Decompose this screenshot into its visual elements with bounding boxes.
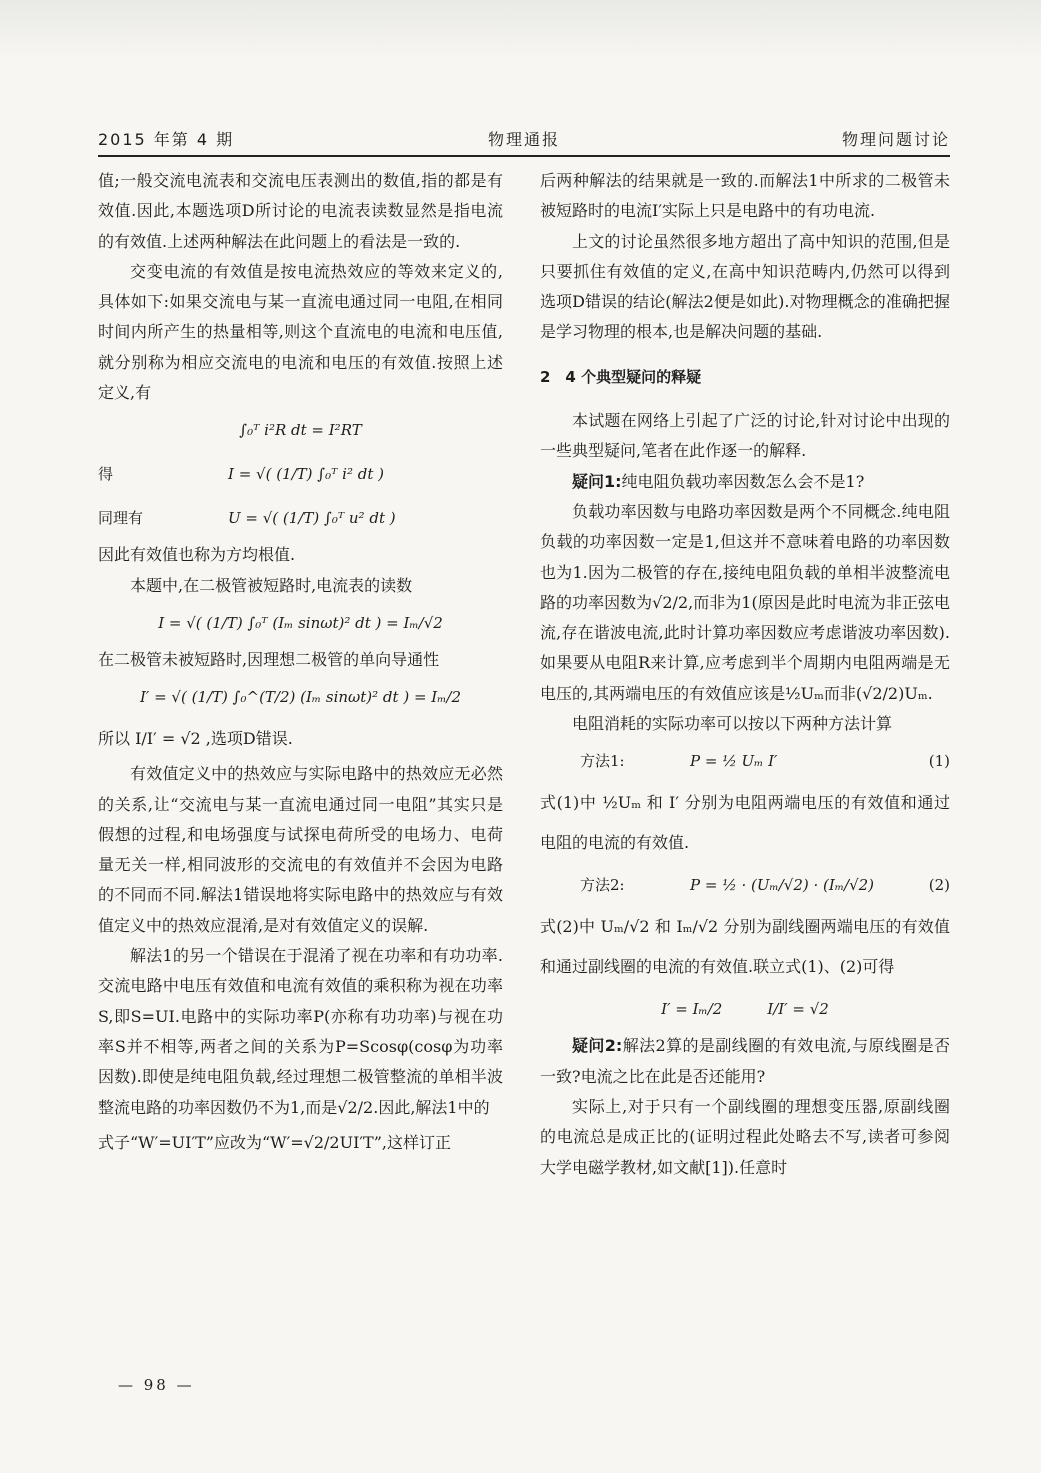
equation	[98, 408, 503, 452]
inline-fraction: √2/2	[303, 1132, 340, 1152]
inline-fraction: √2/2	[652, 592, 689, 612]
equation-body: P = ½ · (Uₘ/√2) · (Iₘ/√2)	[690, 876, 875, 895]
equation-label: 得	[98, 465, 114, 484]
equation-body: I′ = √( (1/T) ∫₀^(T/2) (Iₘ sinωt)² dt ) = Iₘ/2	[139, 688, 462, 707]
question-paragraph	[540, 467, 950, 497]
paragraph: 值;一般交流电流表和交流电压表测出的数值,指的都是有效值.因此,本题选项D所讨论的电流表读数显然是指电流的有效值.上述两种解法在此问题上的看法是一致的.	[98, 171, 503, 251]
journal-issue: 2015 年第 4 期	[98, 130, 235, 149]
paragraph: 本题中,在二极管被短路时,电流表的读数	[130, 575, 413, 595]
paragraph: 所以 I/I′ = √2 ,选项D错误.	[98, 729, 293, 749]
paragraph	[98, 1123, 503, 1163]
section-name: 物理问题讨论	[841, 130, 950, 149]
text-run: 解法1的另一个错误在于混淆了视在功率和有功功率.交流电路中电压有效值和电流有效值的乘积称为视在功率S,即S=UI.电路中的实际功率P(亦称有功功率)与视在功率S并不相等,两者之间的关系为P=Scosφ(cosφ为功率因数).即使是纯电阻负载,经过理想二极管整流的单相半波整流电路的功率因数仍不为1,而是	[98, 946, 503, 1117]
inline-math: ½Uₘ	[785, 683, 824, 703]
text-run: ,而非为1(原因是此时电流为非正弦电流,存在谐波电流,此时计算功率因数应考虑谐波功率因数).如果要从电阻R来计算,应考虑到半个周期内电阻两端是无电压的,其两端电压的有效值应该是	[540, 592, 950, 703]
text-run: UI′T”,这样订正	[339, 1132, 451, 1152]
equation	[540, 863, 950, 907]
paragraph: 在二极管未被短路时,因理想二极管的单向导通性	[98, 649, 440, 669]
equation	[540, 739, 950, 783]
paragraph: 式(1)中 ½Uₘ 和 I′ 分别为电阻两端电压的有效值和通过电阻的电流的有效值.	[540, 793, 950, 853]
equation-body: P = ½ Uₘ I′	[690, 752, 778, 771]
equation-body: I = √( (1/T) ∫₀ᵀ i² dt )	[228, 465, 385, 484]
header-rule	[98, 155, 950, 157]
equation-number: (1)	[928, 752, 950, 771]
question-label: 疑问1:	[572, 471, 622, 491]
paragraph: 有效值定义中的热效应与实际电路中的热效应无必然的关系,让“交流电与某一直流电通过同一电阻”其实只是假想的过程,和电场强度与试探电荷所受的电场力、电荷量无关一样,相同波形的交流电的有效值并不会因为电路的不同而不同.解法1错误地将实际电路中的热效应与有效值定义中的热效应混淆,是对有效值定义的误解.	[98, 764, 503, 935]
equation	[98, 675, 503, 719]
inline-fraction: √2/2	[337, 1097, 374, 1117]
equation	[98, 601, 503, 645]
equation-label: 同理有	[98, 509, 144, 528]
equation-body: U = √( (1/T) ∫₀ᵀ u² dt )	[228, 509, 396, 528]
equation-number: (2)	[928, 876, 950, 895]
running-header	[98, 118, 950, 154]
text-run: 式子“W′=UI′T”应改为“W′=	[98, 1132, 304, 1152]
text-run: .	[927, 683, 933, 703]
paragraph: 上文的讨论虽然很多地方超出了高中知识的范围,但是只要抓住有效值的定义,在高中知识范畴内,仍然可以得到选项D错误的结论(解法2便是如此).对物理概念的准确把握是学习物理的根本,也是解决问题的基础.	[540, 231, 950, 342]
text-run: .因此,解法1中的	[373, 1097, 490, 1117]
equation	[98, 452, 503, 496]
equation	[540, 987, 950, 1031]
equation	[98, 496, 503, 540]
equation-label: 方法2:	[580, 876, 625, 895]
text-run: 负载功率因数与电路功率因数是两个不同概念.纯电阻负载的功率因数一定是1,但这并不意味着电路的功率因数也为1.因为二极管的存在,接纯电阻负载的单相半波整流电路的功率因数为	[540, 501, 950, 612]
journal-name: 物理通报	[487, 130, 560, 149]
equation-body: I = √( (1/T) ∫₀ᵀ (Iₘ sinωt)² dt ) = Iₘ/√2	[158, 613, 443, 632]
paragraph: 电阻消耗的实际功率可以按以下两种方法计算	[572, 714, 893, 734]
question-text: 纯电阻负载功率因数怎么会不是1?	[621, 471, 865, 491]
equation-body: I′ = Iₘ/2 I/I′ = √2	[661, 1000, 829, 1019]
paragraph: 实际上,对于只有一个副线圈的理想变压器,原副线圈的电流总是成正比的(证明过程此处略去不写,读者可参阅大学电磁学教材,如文献[1]).任意时	[540, 1096, 950, 1177]
right-column	[540, 166, 950, 1371]
paragraph	[540, 497, 950, 709]
page-number: — 98 —	[118, 1376, 195, 1394]
paragraph: 后两种解法的结果就是一致的.而解法1中所求的二极管未被短路时的电流I′实际上只是电路中的有功电流.	[540, 171, 950, 221]
left-column	[98, 166, 503, 1371]
question-label: 疑问2:	[572, 1036, 623, 1056]
section-heading: 2 4 个典型疑问的释疑	[540, 367, 702, 386]
inline-math: (√2/2)Uₘ	[855, 683, 928, 703]
equation-label: 方法1:	[580, 752, 625, 771]
text-run: 而非	[823, 683, 856, 703]
question-paragraph	[540, 1031, 950, 1092]
paragraph: 式(2)中 Uₘ/√2 和 Iₘ/√2 分别为副线圈两端电压的有效值和通过副线圈的电流的有效值.联立式(1)、(2)可得	[540, 917, 950, 977]
question-text: 解法2算的是副线圈的有效电流,与原线圈是否一致?电流之比在此是否还能用?	[540, 1036, 950, 1086]
equation-body: ∫₀ᵀ i²R dt = I²RT	[239, 421, 362, 440]
paragraph: 因此有效值也称为方均根值.	[98, 545, 296, 565]
scan-shade	[0, 0, 1041, 60]
paragraph: 本试题在网络上引起了广泛的讨论,针对讨论中出现的一些典型疑问,笔者在此作逐一的解释.	[540, 411, 950, 461]
paragraph	[98, 941, 503, 1123]
paragraph: 交变电流的有效值是按电流热效应的等效来定义的,具体如下:如果交流电与某一直流电通过同一电阻,在相同时间内所产生的热量相等,则这个直流电的电流和电压值,就分别称为相应交流电的电流和电压的有效值.按照上述定义,有	[98, 261, 503, 403]
